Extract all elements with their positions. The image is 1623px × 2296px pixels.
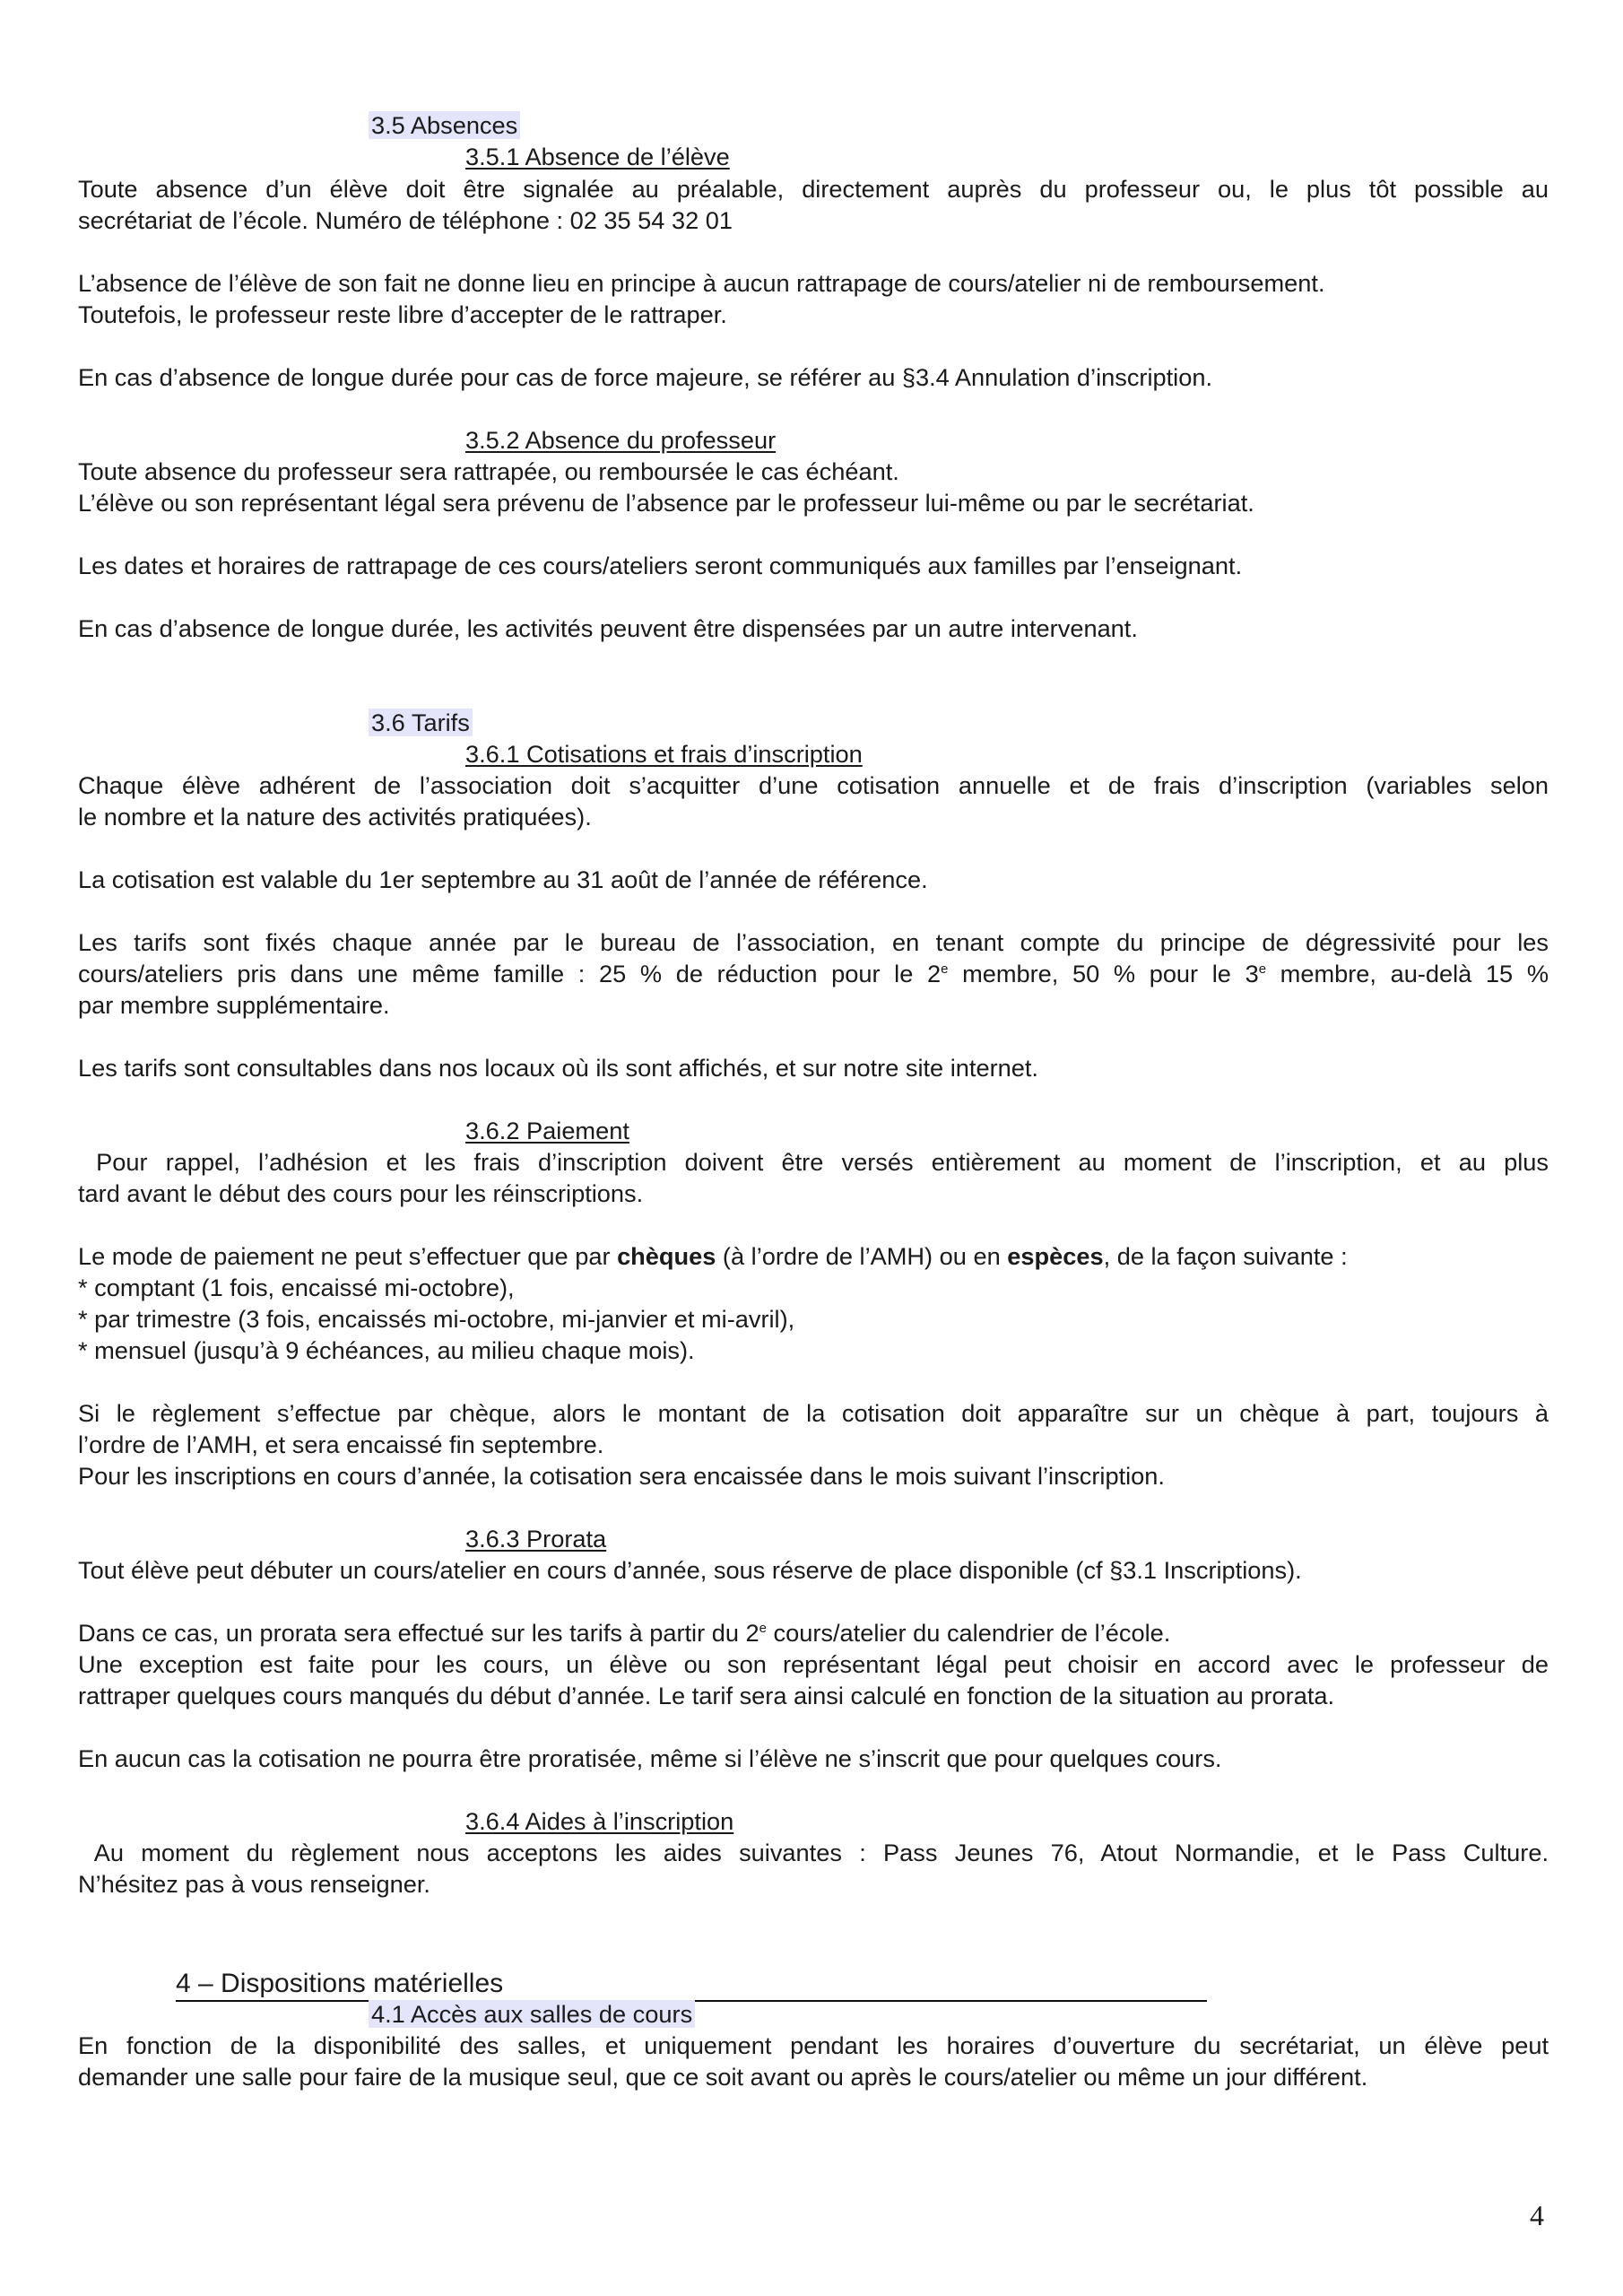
paragraph-line: cours/ateliers pris dans une même famille : 25 % de réduction pour le 2e membre, 50 % pour le 3e membre, au-delà 15 % <box>78 960 1549 987</box>
paragraph-line: L’élève ou son représentant légal sera prévenu de l’absence par le professeur lui-même ou par le secrétariat. <box>78 489 1254 517</box>
paragraph-line: Les tarifs sont consultables dans nos locaux où ils sont affichés, et sur notre site internet. <box>78 1054 1038 1082</box>
paragraph-line: tard avant le début des cours pour les réinscriptions. <box>78 1179 644 1207</box>
paragraph-line: secrétariat de l’école. Numéro de téléphone : 02 35 54 32 01 <box>78 206 733 234</box>
subsection-heading-3-6-4: 3.6.4 Aides à l’inscription <box>465 1807 734 1835</box>
paragraph-line: La cotisation est valable du 1er septembre au 31 août de l’année de référence. <box>78 865 928 893</box>
paragraph-line: Les dates et horaires de rattrapage de ces cours/ateliers seront communiqués aux familles par l’enseignant. <box>78 552 1243 579</box>
paragraph-line: le nombre et la nature des activités pratiquées). <box>78 803 592 831</box>
paragraph-line: En cas d’absence de longue durée pour cas de force majeure, se référer au §3.4 Annulation d’inscription. <box>78 363 1213 391</box>
paragraph-line: Pour les inscriptions en cours d’année, la cotisation sera encaissée dans le mois suivant l’inscription. <box>78 1462 1165 1490</box>
paragraph-line: L’absence de l’élève de son fait ne donne lieu en principe à aucun rattrapage de cours/atelier ni de remboursement. <box>78 269 1325 297</box>
section-heading-3-5: 3.5 Absences <box>369 109 1623 142</box>
paragraph-line: rattraper quelques cours manqués du début d’année. Le tarif sera ainsi calculé en fonction de la situation au prorata. <box>78 1682 1335 1709</box>
paragraph-line: Dans ce cas, un prorata sera effectué sur les tarifs à partir du 2e cours/atelier du calendrier de l’école. <box>78 1619 1171 1647</box>
section-heading-4: 4 – Dispositions matérielles <box>176 1968 1207 2002</box>
paragraph-line: Le mode de paiement ne peut s’effectuer que par chèques (à l’ordre de l’AMH) ou en espèces, de la façon suivante : <box>78 1242 1348 1270</box>
subsection-heading-3-5-2: 3.5.2 Absence du professeur <box>465 426 777 454</box>
paragraph-line: Toute absence du professeur sera rattrapée, ou remboursée le cas échéant. <box>78 457 899 485</box>
paragraph-line: demander une salle pour faire de la musique seul, que ce soit avant ou après le cours/atelier ou même un jour différent. <box>78 2063 1368 2091</box>
list-item: * comptant (1 fois, encaissé mi-octobre), <box>78 1274 515 1301</box>
paragraph-line: l’ordre de l’AMH, et sera encaissé fin septembre. <box>78 1431 604 1458</box>
page-number: 4 <box>1530 2199 1544 2231</box>
paragraph-line: Une exception est faite pour les cours, un élève ou son représentant légal peut choisir en accord avec le professeur de <box>78 1650 1549 1678</box>
section-heading-4-1: 4.1 Accès aux salles de cours <box>369 1998 1623 2031</box>
paragraph-line: Au moment du règlement nous acceptons les aides suivantes : Pass Jeunes 76, Atout Normandie, et le Pass Culture. <box>78 1839 1549 1866</box>
subsection-heading-3-6-3: 3.6.3 Prorata <box>465 1525 607 1552</box>
paragraph-line: N’hésitez pas à vous renseigner. <box>78 1870 430 1898</box>
paragraph-line: En aucun cas la cotisation ne pourra être proratisée, même si l’élève ne s’inscrit que pour quelques cours. <box>78 1744 1222 1772</box>
paragraph-line: En fonction de la disponibilité des salles, et uniquement pendant les horaires d’ouverture du secrétariat, un élève peut <box>78 2031 1549 2059</box>
paragraph-line: Les tarifs sont fixés chaque année par le bureau de l’association, en tenant compte du principe de dégressivité pour les <box>78 928 1549 956</box>
paragraph-line: En cas d’absence de longue durée, les activités peuvent être dispensées par un autre intervenant. <box>78 614 1138 642</box>
paragraph-line: Pour rappel, l’adhésion et les frais d’inscription doivent être versés entièrement au moment de l’inscription, et au plus <box>78 1148 1549 1176</box>
paragraph-line: Toutefois, le professeur reste libre d’accepter de le rattraper. <box>78 300 727 328</box>
section-heading-3-6: 3.6 Tarifs <box>369 707 1623 739</box>
paragraph-line: Tout élève peut débuter un cours/atelier en cours d’année, sous réserve de place disponible (cf §3.1 Inscriptions). <box>78 1556 1302 1584</box>
subsection-heading-3-6-2: 3.6.2 Paiement <box>465 1117 629 1144</box>
subsection-heading-3-6-1: 3.6.1 Cotisations et frais d’inscription <box>465 740 863 768</box>
paragraph-line: Si le règlement s’effectue par chèque, alors le montant de la cotisation doit apparaître sur un chèque à part, toujours à <box>78 1399 1549 1427</box>
subsection-heading-3-5-1: 3.5.1 Absence de l’élève <box>465 143 730 170</box>
list-item: * par trimestre (3 fois, encaissés mi-octobre, mi-janvier et mi-avril), <box>78 1305 795 1333</box>
list-item: * mensuel (jusqu’à 9 échéances, au milieu chaque mois). <box>78 1336 695 1364</box>
paragraph-line: Chaque élève adhérent de l’association doit s’acquitter d’une cotisation annuelle et de frais d’inscription (variables selon <box>78 771 1549 799</box>
paragraph-line: Toute absence d’un élève doit être signalée au préalable, directement auprès du professeur ou, le plus tôt possible au <box>78 175 1549 203</box>
paragraph-line: par membre supplémentaire. <box>78 991 390 1019</box>
